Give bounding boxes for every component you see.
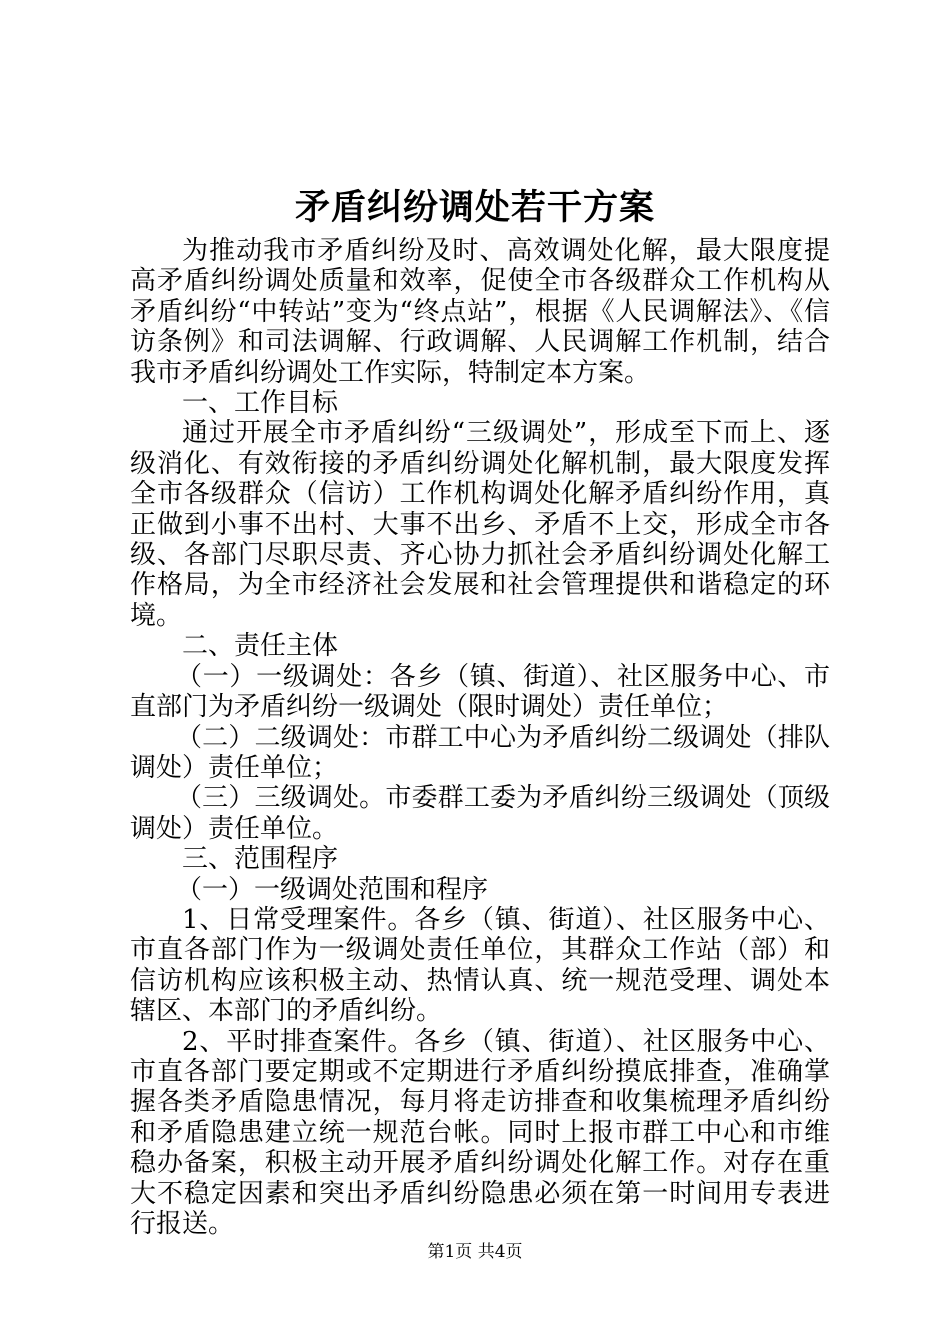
paragraph-level-three: （三）三级调处。市委群工委为矛盾纠纷三级调处（顶级调处）责任单位。 bbox=[130, 783, 830, 844]
subheading-level-one-scope: （一）一级调处范围和程序 bbox=[176, 874, 489, 905]
paragraph-work-goal: 通过开展全市矛盾纠纷“三级调处”，形成至下而上、逐级消化、有效衔接的矛盾纠纷调处化解机制，最大限度发挥全市各级群众（信访）工作机构调处化解矛盾纠纷作用，真正做到小事不出村、大事不出乡、矛盾不上交，形成全市各级、各部门尽职尽责、齐心协力抓社会矛盾纠纷调处化解工作格局，为全市经济社会发展和社会管理提供和谐稳定的环境。 bbox=[130, 418, 830, 631]
page-footer: 第1页 共4页 bbox=[427, 1242, 523, 1262]
paragraph-level-two: （二）二级调处：市群工中心为矛盾纠纷二级调处（排队调处）责任单位； bbox=[130, 722, 830, 783]
document-title: 矛盾纠纷调处若干方案 bbox=[294, 187, 655, 228]
paragraph-intro: 为推动我市矛盾纠纷及时、高效调处化解，最大限度提高矛盾纠纷调处质量和效率，促使全市各级群众工作机构从矛盾纠纷“中转站”变为“终点站”，根据《人民调解法》、《信访条例》和司法调解、行政调解、人民调解工作机制，结合我市矛盾纠纷调处工作实际，特制定本方案。 bbox=[130, 236, 830, 388]
paragraph-level-one: （一）一级调处：各乡（镇、街道）、社区服务中心、市直部门为矛盾纠纷一级调处（限时调处）责任单位； bbox=[130, 661, 830, 723]
heading-work-goal: 一、工作目标 bbox=[182, 388, 339, 419]
paragraph-daily-cases: 1、日常受理案件。各乡（镇、街道）、社区服务中心、市直各部门作为一级调处责任单位，其群众工作站（部）和信访机构应该积极主动、热情认真、统一规范受理、调处本辖区、本部门的矛盾纠纷。 bbox=[130, 904, 830, 1027]
heading-scope-procedure: 三、范围程序 bbox=[182, 844, 339, 875]
heading-responsible-subject: 二、责任主体 bbox=[182, 631, 339, 662]
paragraph-routine-screening: 2、平时排查案件。各乡（镇、街道）、社区服务中心、市直各部门要定期或不定期进行矛盾纠纷摸底排查，准确掌握各类矛盾隐患情况，每月将走访排查和收集梳理矛盾纠纷和矛盾隐患建立统一规范台帐。同时上报市群工中心和市维稳办备案，积极主动开展矛盾纠纷调处化解工作。对存在重大不稳定因素和突出矛盾纠纷隐患必须在第一时间用专表进行报送。 bbox=[130, 1026, 830, 1239]
document-body bbox=[130, 236, 830, 1239]
